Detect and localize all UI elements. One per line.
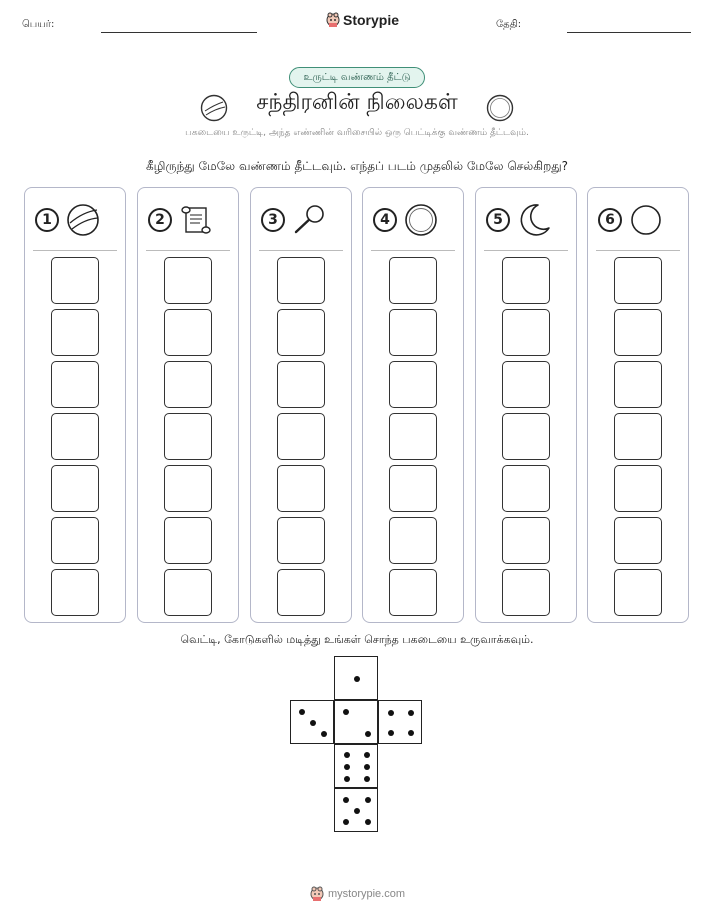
die-pip bbox=[321, 731, 327, 737]
pin-icon bbox=[291, 202, 327, 238]
date-label: தேதி: bbox=[496, 19, 522, 30]
color-box[interactable] bbox=[164, 257, 212, 304]
color-box[interactable] bbox=[389, 465, 437, 512]
die-pip bbox=[365, 731, 371, 737]
column-divider bbox=[259, 250, 343, 251]
color-box[interactable] bbox=[51, 569, 99, 616]
color-box[interactable] bbox=[614, 309, 662, 356]
column-number: 6 bbox=[598, 208, 622, 232]
die-pip bbox=[365, 797, 371, 803]
die-pip bbox=[408, 730, 414, 736]
color-box[interactable] bbox=[164, 361, 212, 408]
subtitle: பகடையை உருட்டி, அந்த எண்ணின் வரிசையில் ஒரு பெட்டிக்கு வண்ணம் தீட்டவும். bbox=[185, 128, 529, 138]
color-box[interactable] bbox=[277, 517, 325, 564]
color-box[interactable] bbox=[277, 361, 325, 408]
color-box[interactable] bbox=[164, 517, 212, 564]
color-box[interactable] bbox=[614, 517, 662, 564]
mascot-icon bbox=[326, 12, 340, 28]
color-box[interactable] bbox=[502, 309, 550, 356]
mascot-icon bbox=[310, 886, 324, 902]
color-box[interactable] bbox=[389, 569, 437, 616]
die-pip bbox=[364, 776, 370, 782]
color-box[interactable] bbox=[502, 569, 550, 616]
column-6 bbox=[587, 187, 689, 623]
name-label: பெயர்: bbox=[22, 19, 55, 30]
column-divider bbox=[33, 250, 117, 251]
die-pip bbox=[354, 808, 360, 814]
name-line[interactable] bbox=[101, 32, 257, 33]
die-face-1 bbox=[334, 656, 378, 700]
color-box[interactable] bbox=[51, 465, 99, 512]
color-box[interactable] bbox=[51, 257, 99, 304]
color-box[interactable] bbox=[614, 361, 662, 408]
column-1 bbox=[24, 187, 126, 623]
color-box[interactable] bbox=[389, 257, 437, 304]
color-box[interactable] bbox=[277, 257, 325, 304]
color-box[interactable] bbox=[389, 309, 437, 356]
die-pip bbox=[364, 752, 370, 758]
column-divider bbox=[596, 250, 680, 251]
color-box[interactable] bbox=[614, 413, 662, 460]
color-box[interactable] bbox=[51, 413, 99, 460]
ball-icon bbox=[65, 202, 101, 238]
color-box[interactable] bbox=[164, 569, 212, 616]
die-face-3 bbox=[290, 700, 334, 744]
color-box[interactable] bbox=[614, 569, 662, 616]
column-3 bbox=[250, 187, 352, 623]
die-pip bbox=[343, 709, 349, 715]
column-number: 4 bbox=[373, 208, 397, 232]
color-box[interactable] bbox=[502, 361, 550, 408]
full-moon-icon bbox=[403, 202, 439, 238]
column-number: 2 bbox=[148, 208, 172, 232]
color-box[interactable] bbox=[277, 309, 325, 356]
color-box[interactable] bbox=[389, 413, 437, 460]
column-number: 3 bbox=[261, 208, 285, 232]
activity-badge: உருட்டி வண்ணம் தீட்டு bbox=[289, 67, 425, 88]
die-pip bbox=[344, 764, 350, 770]
column-divider bbox=[484, 250, 568, 251]
question: கீழிருந்து மேலே வண்ணம் தீட்டவும். எந்தப் படம் முதலில் மேலே செல்கிறது? bbox=[145, 159, 569, 173]
color-box[interactable] bbox=[51, 517, 99, 564]
color-box[interactable] bbox=[51, 309, 99, 356]
die-pip bbox=[344, 752, 350, 758]
die-pip bbox=[343, 819, 349, 825]
die-pip bbox=[343, 797, 349, 803]
color-box[interactable] bbox=[164, 309, 212, 356]
die-pip bbox=[388, 730, 394, 736]
die-pip bbox=[388, 710, 394, 716]
die-pip bbox=[408, 710, 414, 716]
scroll-icon bbox=[178, 202, 214, 238]
circle-icon bbox=[628, 202, 664, 238]
die-pip bbox=[299, 709, 305, 715]
color-box[interactable] bbox=[277, 465, 325, 512]
footer-url[interactable]: mystorypie.com bbox=[328, 888, 406, 900]
color-box[interactable] bbox=[389, 361, 437, 408]
die-face-4 bbox=[378, 700, 422, 744]
date-line[interactable] bbox=[567, 32, 691, 33]
column-number: 1 bbox=[35, 208, 59, 232]
brand-logo bbox=[326, 12, 399, 28]
die-pip bbox=[344, 776, 350, 782]
color-box[interactable] bbox=[164, 465, 212, 512]
color-box[interactable] bbox=[614, 257, 662, 304]
color-box[interactable] bbox=[389, 517, 437, 564]
die-pip bbox=[365, 819, 371, 825]
color-box[interactable] bbox=[277, 413, 325, 460]
die-pip bbox=[310, 720, 316, 726]
column-divider bbox=[371, 250, 455, 251]
die-pip bbox=[364, 764, 370, 770]
color-box[interactable] bbox=[614, 465, 662, 512]
page-title: சந்திரனின் நிலைகள் bbox=[256, 90, 458, 115]
column-number: 5 bbox=[486, 208, 510, 232]
die-face-6 bbox=[334, 744, 378, 788]
die-face-2 bbox=[334, 700, 378, 744]
color-box[interactable] bbox=[502, 257, 550, 304]
color-box[interactable] bbox=[502, 465, 550, 512]
color-box[interactable] bbox=[51, 361, 99, 408]
footer bbox=[310, 886, 405, 902]
column-4 bbox=[362, 187, 464, 623]
die-pip bbox=[354, 676, 360, 682]
crescent-moon-icon bbox=[516, 202, 552, 238]
moon-right-icon bbox=[486, 94, 514, 122]
color-box[interactable] bbox=[277, 569, 325, 616]
brand-name: Storypie bbox=[343, 12, 400, 28]
color-box[interactable] bbox=[502, 413, 550, 460]
die-face-5 bbox=[334, 788, 378, 832]
column-2 bbox=[137, 187, 239, 623]
cutout-instruction: வெட்டி, கோடுகளில் மடித்து உங்கள் சொந்த பகடையை உருவாக்கவும். bbox=[180, 633, 534, 646]
column-5 bbox=[475, 187, 577, 623]
color-box[interactable] bbox=[502, 517, 550, 564]
column-divider bbox=[146, 250, 230, 251]
color-box[interactable] bbox=[164, 413, 212, 460]
